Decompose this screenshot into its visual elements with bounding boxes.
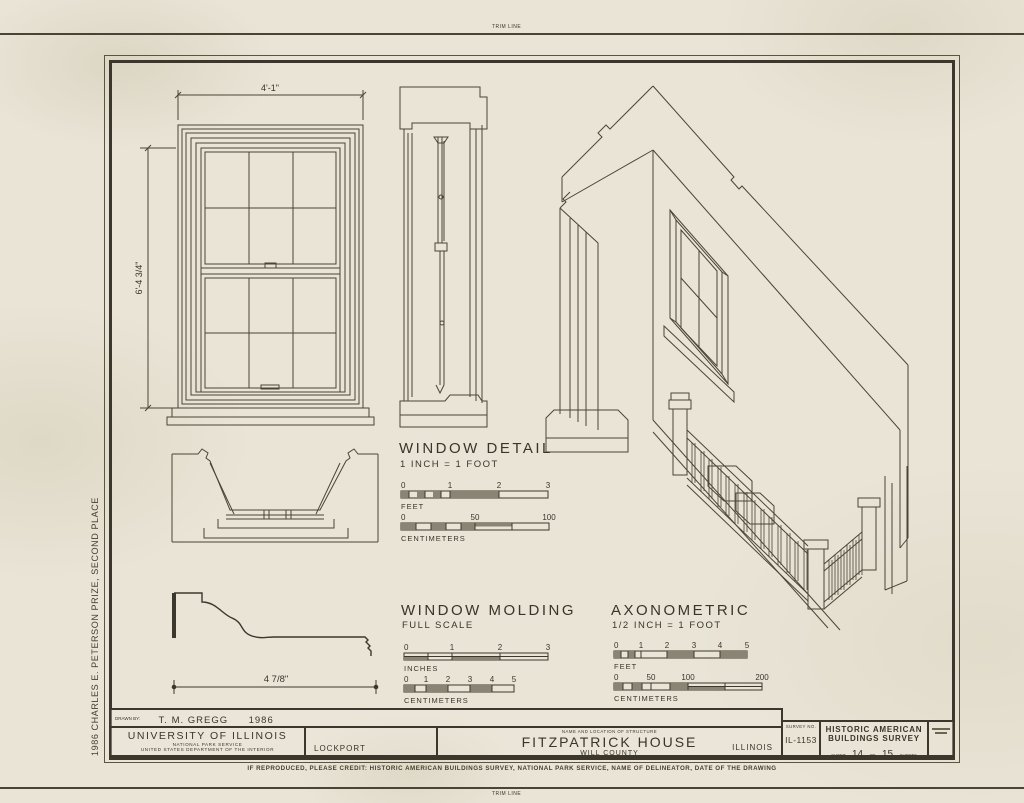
agency-line2: UNITED STATES DEPARTMENT OF THE INTERIOR: [140, 747, 275, 752]
credit-line: IF REPRODUCED, PLEASE CREDIT: HISTORIC AMERICAN BUILDINGS SURVEY, NATIONAL PARK SERVICE, NAME OF DELINEATOR, DATE OF THE DRAWING: [247, 765, 777, 772]
tick: 100: [681, 673, 695, 682]
scale-bar-detail-cm: [399, 511, 564, 545]
window-molding-scale-note: FULL SCALE: [402, 620, 474, 631]
trim-line-bottom: [0, 787, 1024, 789]
window-sill: [167, 408, 374, 425]
institution: UNIVERSITY OF ILLINOIS: [127, 730, 288, 742]
scale-bar-axon-feet: [612, 639, 752, 673]
stamp-line: [935, 732, 947, 734]
window-section-drawing: [390, 85, 495, 435]
molding-dim-label: 4 7/8": [263, 674, 289, 685]
tick: 2: [496, 481, 502, 490]
index-stamp-cell: [927, 720, 955, 757]
jamb-plan-drawing: [168, 438, 383, 550]
state: ILLINOIS: [732, 743, 773, 752]
tick: 1: [447, 481, 453, 490]
tick: 2: [497, 643, 503, 652]
window-detail-scale-note: 1 INCH = 1 FOOT: [400, 459, 499, 470]
wall-end: [885, 466, 907, 594]
tick: 0: [404, 675, 409, 684]
trim-line-bottom-label: TRIM LINE: [492, 791, 522, 797]
institution-cell: [109, 726, 306, 757]
tick: 0: [401, 513, 406, 522]
stamp-line: [932, 728, 950, 730]
tick: 5: [511, 675, 517, 684]
structure-label: NAME AND LOCATION OF STRUCTURE: [561, 729, 658, 734]
width-dimension-line: [175, 90, 366, 120]
axon-window: [664, 210, 734, 402]
tick: 1: [423, 675, 429, 684]
tick: 4: [717, 641, 723, 650]
window-molding-title: WINDOW MOLDING: [401, 602, 576, 619]
scale-bar-axon-cm: [612, 671, 772, 705]
tick: 1: [638, 641, 644, 650]
width-dim-label: 4'-1": [261, 83, 279, 93]
window-elevation-drawing: [128, 80, 390, 440]
tick: 3: [691, 641, 697, 650]
unit-label: FEET: [401, 502, 425, 511]
tick: 50: [470, 513, 480, 522]
section-head: [400, 87, 487, 129]
unit-label: INCHES: [404, 664, 439, 673]
sheet-label: SHEET: [831, 753, 846, 758]
drawn-year: 1986: [248, 715, 274, 726]
porch-railing: [669, 393, 880, 609]
left-architrave: [546, 192, 628, 452]
sheet-total: 15: [882, 749, 894, 760]
tick: 0: [401, 481, 406, 490]
survey-number: IL-1153: [785, 735, 817, 745]
tick: 0: [404, 643, 409, 652]
window-detail-title: WINDOW DETAIL: [399, 440, 553, 457]
of-label: OF: [869, 753, 876, 758]
section-sash: [434, 137, 448, 393]
city: LOCKPORT: [314, 744, 366, 753]
inner-corner-walls: [653, 150, 908, 630]
scale-bar-molding-inches: [402, 641, 552, 675]
tick: 3: [545, 643, 551, 652]
sheets-label: SHEETS: [899, 753, 917, 758]
tick: 1: [449, 643, 455, 652]
unit-label: FEET: [614, 662, 638, 671]
height-dimension-line: [140, 145, 176, 411]
wall-top-band: [562, 86, 908, 538]
sheet-count: [821, 744, 927, 762]
window-frame: [178, 125, 363, 408]
survey-label: SURVEY NO.: [785, 724, 817, 729]
drawn-by-row: [109, 708, 783, 728]
habs-cell: [819, 720, 929, 760]
drawn-by-value: T. M. GREGG: [158, 715, 229, 726]
trim-line-top: [0, 33, 1024, 35]
section-sill: [400, 395, 487, 427]
survey-cell: [781, 720, 821, 757]
agency-line1: NATIONAL PARK SERVICE: [172, 742, 243, 747]
tick: 200: [755, 673, 769, 682]
trim-line-top-label: TRIM LINE: [492, 24, 522, 30]
drawn-by-label: DRAWN BY:: [115, 716, 141, 721]
tick: 100: [542, 513, 556, 522]
county: WILL COUNTY: [580, 750, 639, 757]
axonometric-title: AXONOMETRIC: [611, 602, 751, 619]
window-sash: [201, 148, 340, 392]
unit-label: CENTIMETERS: [401, 534, 466, 543]
height-dim-label: 6'-4 3/4": [134, 261, 144, 295]
award-note: 1986 CHARLES E. PETERSON PRIZE, SECOND PLACE: [90, 497, 100, 756]
plan-sash: [226, 510, 324, 519]
scale-bar-molding-cm: [402, 673, 522, 707]
tick: 50: [646, 673, 656, 682]
structure-cell: [436, 726, 783, 757]
org-line2: BUILDINGS SURVEY: [828, 734, 920, 743]
tick: 0: [614, 641, 619, 650]
axonometric-drawing: [540, 78, 935, 630]
unit-label: CENTIMETERS: [614, 694, 679, 703]
tick: 0: [614, 673, 619, 682]
tick: 4: [489, 675, 495, 684]
scale-bar-detail-feet: [399, 479, 564, 513]
balusters-run1: [692, 443, 807, 590]
tick: 3: [467, 675, 473, 684]
city-cell: [304, 726, 438, 757]
sheet-number: 14: [852, 749, 864, 760]
unit-label: CENTIMETERS: [404, 696, 469, 705]
tick: 2: [664, 641, 670, 650]
org-line1: HISTORIC AMERICAN: [825, 725, 923, 734]
tick: 2: [445, 675, 451, 684]
axonometric-scale-note: 1/2 INCH = 1 FOOT: [612, 620, 722, 631]
structure-name: FITZPATRICK HOUSE: [521, 734, 698, 750]
tick: 3: [545, 481, 551, 490]
molding-profile-drawing: [168, 588, 388, 706]
tick: 5: [744, 641, 750, 650]
